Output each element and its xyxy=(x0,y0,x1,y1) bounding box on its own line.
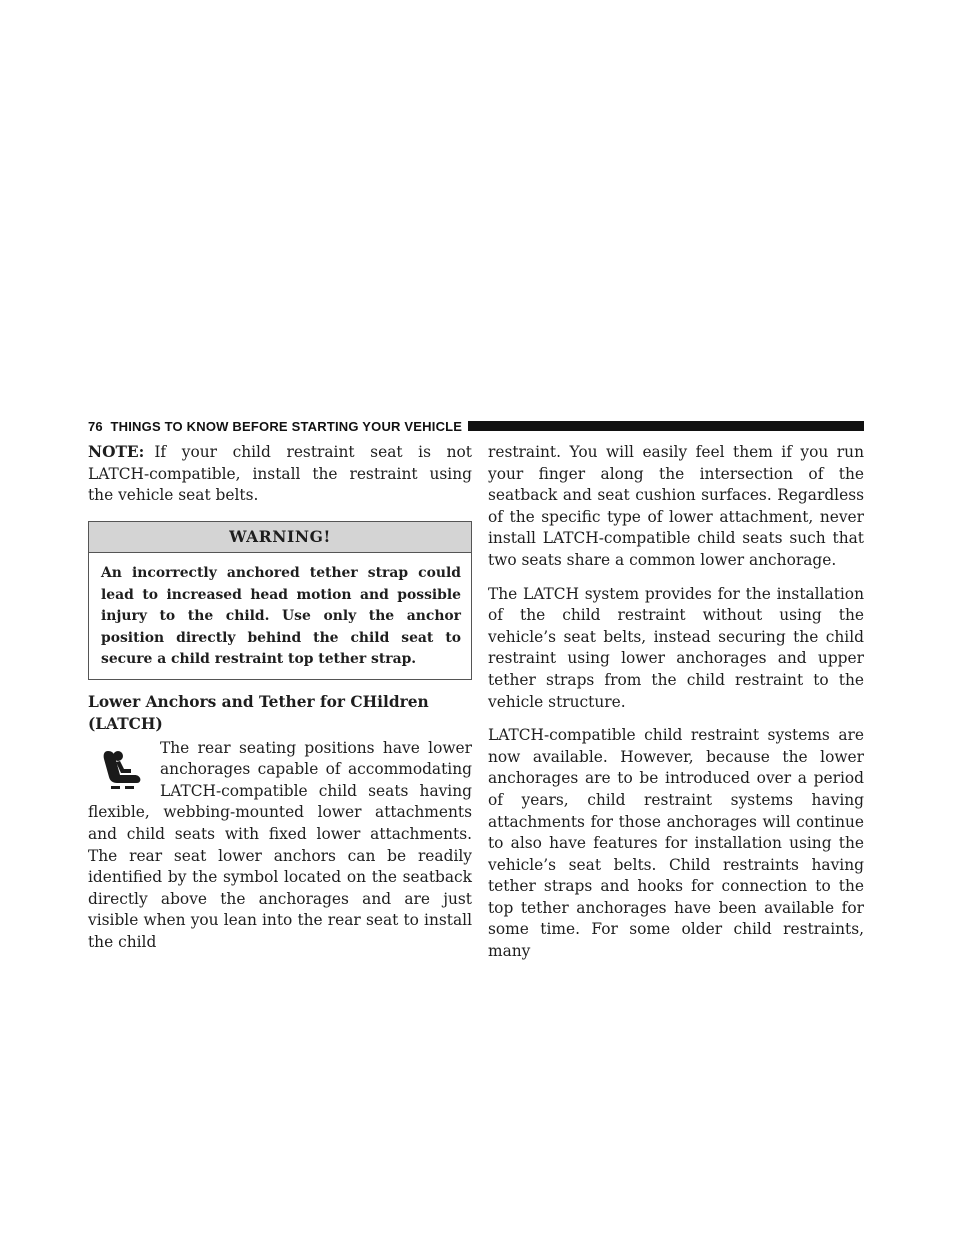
child-seat-icon xyxy=(88,738,154,800)
latch-paragraph-left xyxy=(88,738,472,954)
page-number: 76 xyxy=(88,418,103,434)
page-header xyxy=(88,416,864,436)
latch-paragraph-3: LATCH-compatible child restraint systems are now available. However, because the lower anchorages are to be introduced over a period of years, child restraint systems having attachments for those anchorages will continue to also have features for installation using the vehicle’s seat belts. Child restraints having tether straps and hooks for connection to the top tether anchorages have been available for some time. For some older child restraints, many xyxy=(488,726,864,961)
warning-title: WARNING! xyxy=(89,522,471,554)
page-header-text xyxy=(88,419,462,434)
latch-paragraph-1-left: The rear seating positions have lower anchorages capable of accommodating LATCH-compatible child seats having flexible, webbing-mounted lower attachments and child seats with fixed lower attachments. The rear seat lower anchors can be readily identified by the symbol located on the seatback directly above the anchorages and are just visible when you lean into the rear seat to install the child xyxy=(88,738,472,951)
note-paragraph xyxy=(88,442,472,507)
right-column xyxy=(488,442,864,975)
section-heading: Lower Anchors and Tether for CHildren (LATCH) xyxy=(88,693,429,733)
warning-box xyxy=(88,521,472,681)
latch-paragraph-1-right: restraint. You will easily feel them if you run your finger along the intersection of the seatback and seat cushion surfaces. Regardless of the specific type of lower attachment, never install LATCH-compatible child seats such that two seats share a common lower anchorage. xyxy=(488,443,864,569)
note-label: NOTE: xyxy=(88,443,145,461)
left-column xyxy=(88,442,472,954)
chapter-title: THINGS TO KNOW BEFORE STARTING YOUR VEHICLE xyxy=(110,418,463,434)
latch-paragraph-2: The LATCH system provides for the installation of the child restraint without using the vehicle’s seat belts, instead securing the child restraint using lower anchorages and upper tether straps from the child restraint to the vehicle structure. xyxy=(488,584,864,711)
warning-text: An incorrectly anchored tether strap could lead to increased head motion and possible injury to the child. Use only the anchor position directly behind the child seat to secure a child restraint top tether strap. xyxy=(101,565,461,667)
note-text: If your child restraint seat is not LATCH-compatible, install the restraint using the vehicle seat belts. xyxy=(88,443,472,505)
header-rule xyxy=(468,421,864,431)
